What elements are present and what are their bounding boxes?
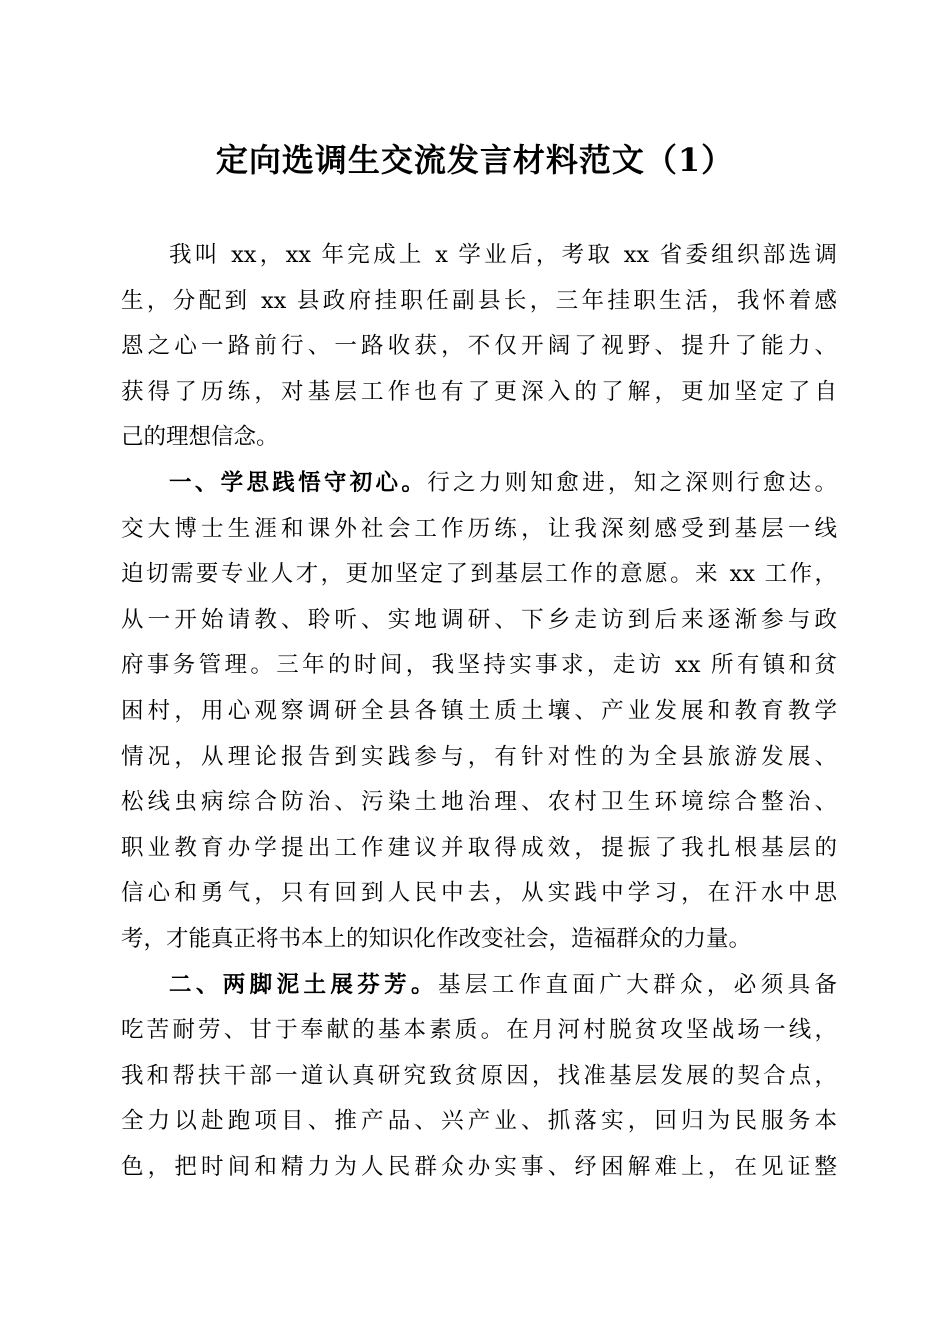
- paragraph-line: 生，分配到 xx 县政府挂职任副县长，三年挂职生活，我怀着感: [121, 287, 837, 314]
- paragraph-line: 己的理想信念。: [121, 424, 279, 451]
- paragraph-line: 府事务管理。三年的时间，我坚持实事求，走访 xx 所有镇和贫: [121, 652, 837, 679]
- paragraph-line: 全力以赴跑项目、推产品、兴产业、抓落实，回归为民服务本: [121, 1108, 837, 1135]
- paragraph-line: 迫切需要专业人才，更加坚定了到基层工作的意愿。来 xx 工作，: [121, 561, 837, 588]
- heading-line-text: 基层工作直面广大群众，必须具备: [437, 971, 837, 998]
- paragraph-line: 职业教育办学提出工作建议并取得成效，提振了我扎根基层的: [121, 834, 837, 861]
- paragraph-section-2: [121, 963, 837, 1191]
- heading-line-text: 行之力则知愈进，知之深则行愈达。: [427, 469, 837, 496]
- paragraph-intro: [121, 233, 837, 461]
- paragraph-line: 交大博士生涯和课外社会工作历练，让我深刻感受到基层一线: [121, 515, 837, 542]
- paragraph-line: 我和帮扶干部一道认真研究致贫原因，找准基层发展的契合点，: [121, 1062, 837, 1089]
- paragraph-line: 考，才能真正将书本上的知识化作改变社会，造福群众的力量。: [121, 925, 752, 952]
- paragraph-line: 吃苦耐劳、甘于奉献的基本素质。在月河村脱贫攻坚战场一线，: [121, 1017, 837, 1044]
- paragraph-section-1: [121, 461, 837, 963]
- paragraph-line: 信心和勇气，只有回到人民中去，从实践中学习，在汗水中思: [121, 880, 837, 907]
- paragraph-line: 从一开始请教、聆听、实地调研、下乡走访到后来逐渐参与政: [121, 606, 837, 633]
- paragraph-line: 获得了历练，对基层工作也有了更深入的了解，更加坚定了自: [121, 378, 837, 405]
- section-heading: 一、学思践悟守初心。: [169, 469, 428, 496]
- document-body: [121, 233, 837, 1190]
- paragraph-line: 恩之心一路前行、一路收获，不仅开阔了视野、提升了能力、: [121, 333, 837, 360]
- paragraph-line: 情况，从理论报告到实践参与，有针对性的为全县旅游发展、: [121, 743, 837, 770]
- paragraph-first-line: [121, 963, 837, 1009]
- document-title: 定向选调生交流发言材料范文（1）: [215, 141, 735, 179]
- paragraph-line: 色，把时间和精力为人民群众办实事、纾困解难上，在见证整: [121, 1153, 837, 1180]
- paragraph-line: 松线虫病综合防治、污染土地治理、农村卫生环境综合整治、: [121, 789, 837, 816]
- paragraph-first-line: [121, 461, 837, 507]
- paragraph-line: 我叫 xx，xx 年完成上 x 学业后，考取 xx 省委组织部选调: [169, 242, 837, 268]
- paragraph-line: 困村，用心观察调研全县各镇土质土壤、产业发展和教育教学: [121, 697, 837, 724]
- section-heading: 二、两脚泥土展芬芳。: [169, 971, 438, 998]
